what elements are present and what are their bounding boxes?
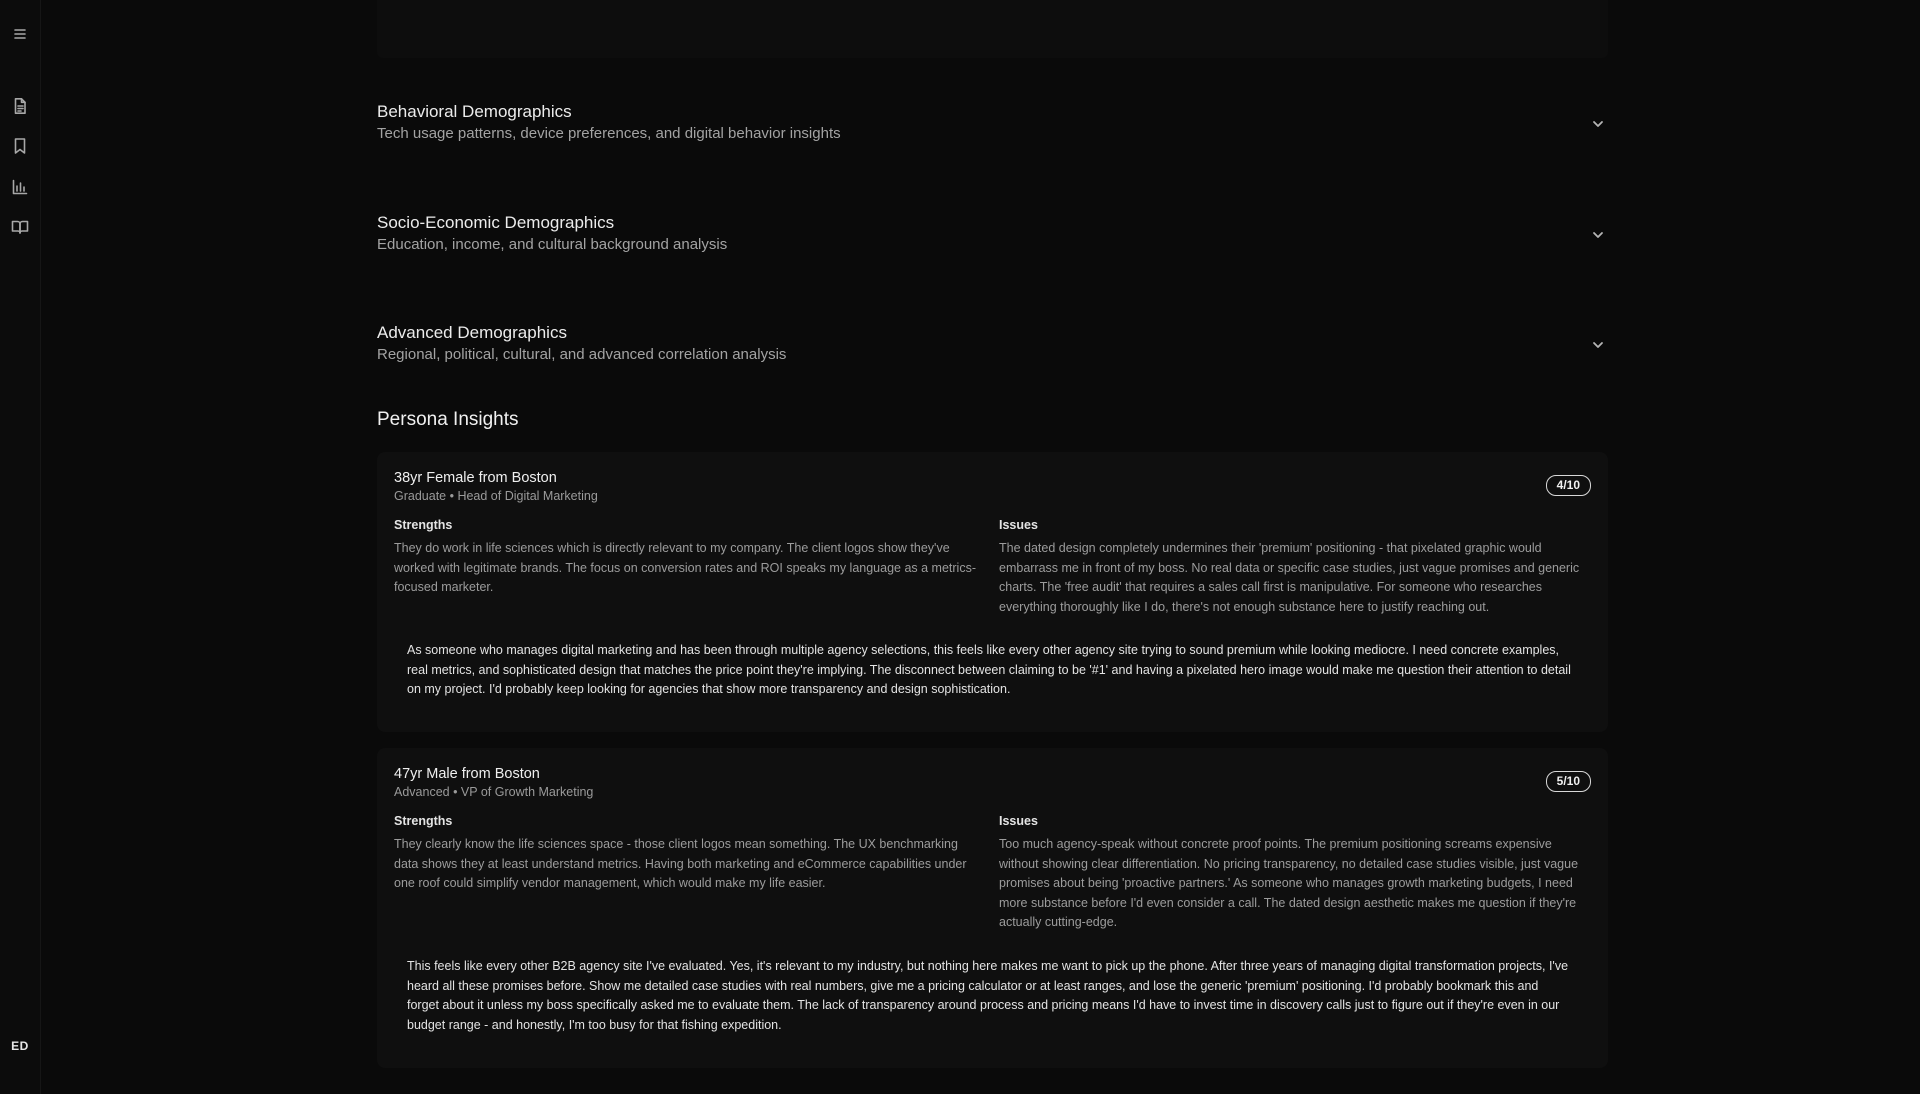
score-badge: 5/10 [1546,771,1591,792]
section-socio-economic-demographics[interactable] [377,203,1608,273]
section-subtitle: Tech usage patterns, device preferences, and digital behavior insights [377,125,841,142]
section-subtitle: Regional, political, cultural, and advanced correlation analysis [377,346,787,363]
section-behavioral-demographics[interactable] [377,92,1608,162]
strengths-text: They clearly know the life sciences space - those client logos mean something. The UX benchmarking data shows they at least understand metrics. Having both marketing and eCommerce capabilities under one roof could simplify vendor management, which would make my life easier. [394,837,967,891]
persona-card [377,452,1608,732]
bar-chart-icon[interactable] [9,176,31,198]
strengths-label: Strengths [394,814,453,828]
persona-quote: As someone who manages digital marketing and has been through multiple agency selections, this feels like every other agency site trying to sound premium while looking mediocre. I need concrete examples, real metrics, and sophisticated design that matches the price point they're implying. The disconnect between claiming to be '#1' and having a pixelated hero image would make me question their attention to detail on my project. I'd probably keep looking for agencies that show more transparency and design sophistication. [407,643,1571,697]
issues-label: Issues [999,518,1038,532]
bookmark-icon[interactable] [9,135,31,157]
issues-text: The dated design completely undermines their 'premium' positioning - that pixelated graphic would embarrass me in front of my boss. No real data or specific case studies, just vague promises and generic charts. The 'free audit' that requires a sales call first is manipulative. For someone who researches everything thoroughly like I do, there's not enough substance here to justify reaching out. [999,541,1580,614]
chevron-down-icon[interactable] [1590,116,1606,132]
issues-text: Too much agency-speak without concrete proof points. The premium positioning screams expensive without showing clear differentiation. No pricing transparency, no detailed case studies visible, just vague promises about being 'proactive partners.' As someone who manages growth marketing budgets, I need more substance before I'd even consider a call. The dated design aesthetic makes me question if they're actually cutting-edge. [999,837,1579,930]
persona-name: 38yr Female from Boston [394,470,557,486]
top-card [377,0,1608,58]
persona-insights-heading: Persona Insights [377,409,519,430]
menu-icon[interactable] [9,23,31,45]
issues-column [999,518,1589,617]
section-title: Behavioral Demographics [377,102,572,121]
chevron-down-icon[interactable] [1590,227,1606,243]
score-badge: 4/10 [1546,475,1591,496]
section-title: Advanced Demographics [377,323,567,342]
issues-column [999,814,1589,933]
section-title: Socio-Economic Demographics [377,213,615,232]
avatar[interactable]: ED [11,1039,29,1053]
strengths-text: They do work in life sciences which is directly relevant to my company. The client logos show they've worked with legitimate brands. The focus on conversion rates and ROI speaks my language as a metrics-focused marketer. [394,541,976,595]
strengths-column [394,814,984,894]
persona-meta: Graduate • Head of Digital Marketing [394,489,598,503]
book-open-icon[interactable] [9,216,31,238]
persona-meta: Advanced • VP of Growth Marketing [394,785,594,799]
strengths-column [394,518,984,598]
strengths-label: Strengths [394,518,453,532]
persona-quote: This feels like every other B2B agency site I've evaluated. Yes, it's relevant to my industry, but nothing here makes me want to pick up the phone. After three years of managing digital transformation projects, I've heard all these promises before. Show me detailed case studies with real numbers, give me a pricing calculator or at least ranges, and lose the generic 'premium' positioning. I'd probably bookmark this and forget about it unless my boss specifically asked me to evaluate them. The lack of transparency around process and pricing means I'd have to invest time in discovery calls just to figure out if they're even in our budget range - and honestly, I'm too busy for that fishing expedition. [407,959,1569,1032]
document-icon[interactable] [9,95,31,117]
persona-name: 47yr Male from Boston [394,766,540,782]
persona-card [377,748,1608,1068]
issues-label: Issues [999,814,1038,828]
chevron-down-icon[interactable] [1590,337,1606,353]
sidebar [0,0,41,1094]
section-subtitle: Education, income, and cultural background analysis [377,236,728,253]
section-advanced-demographics[interactable] [377,313,1608,383]
